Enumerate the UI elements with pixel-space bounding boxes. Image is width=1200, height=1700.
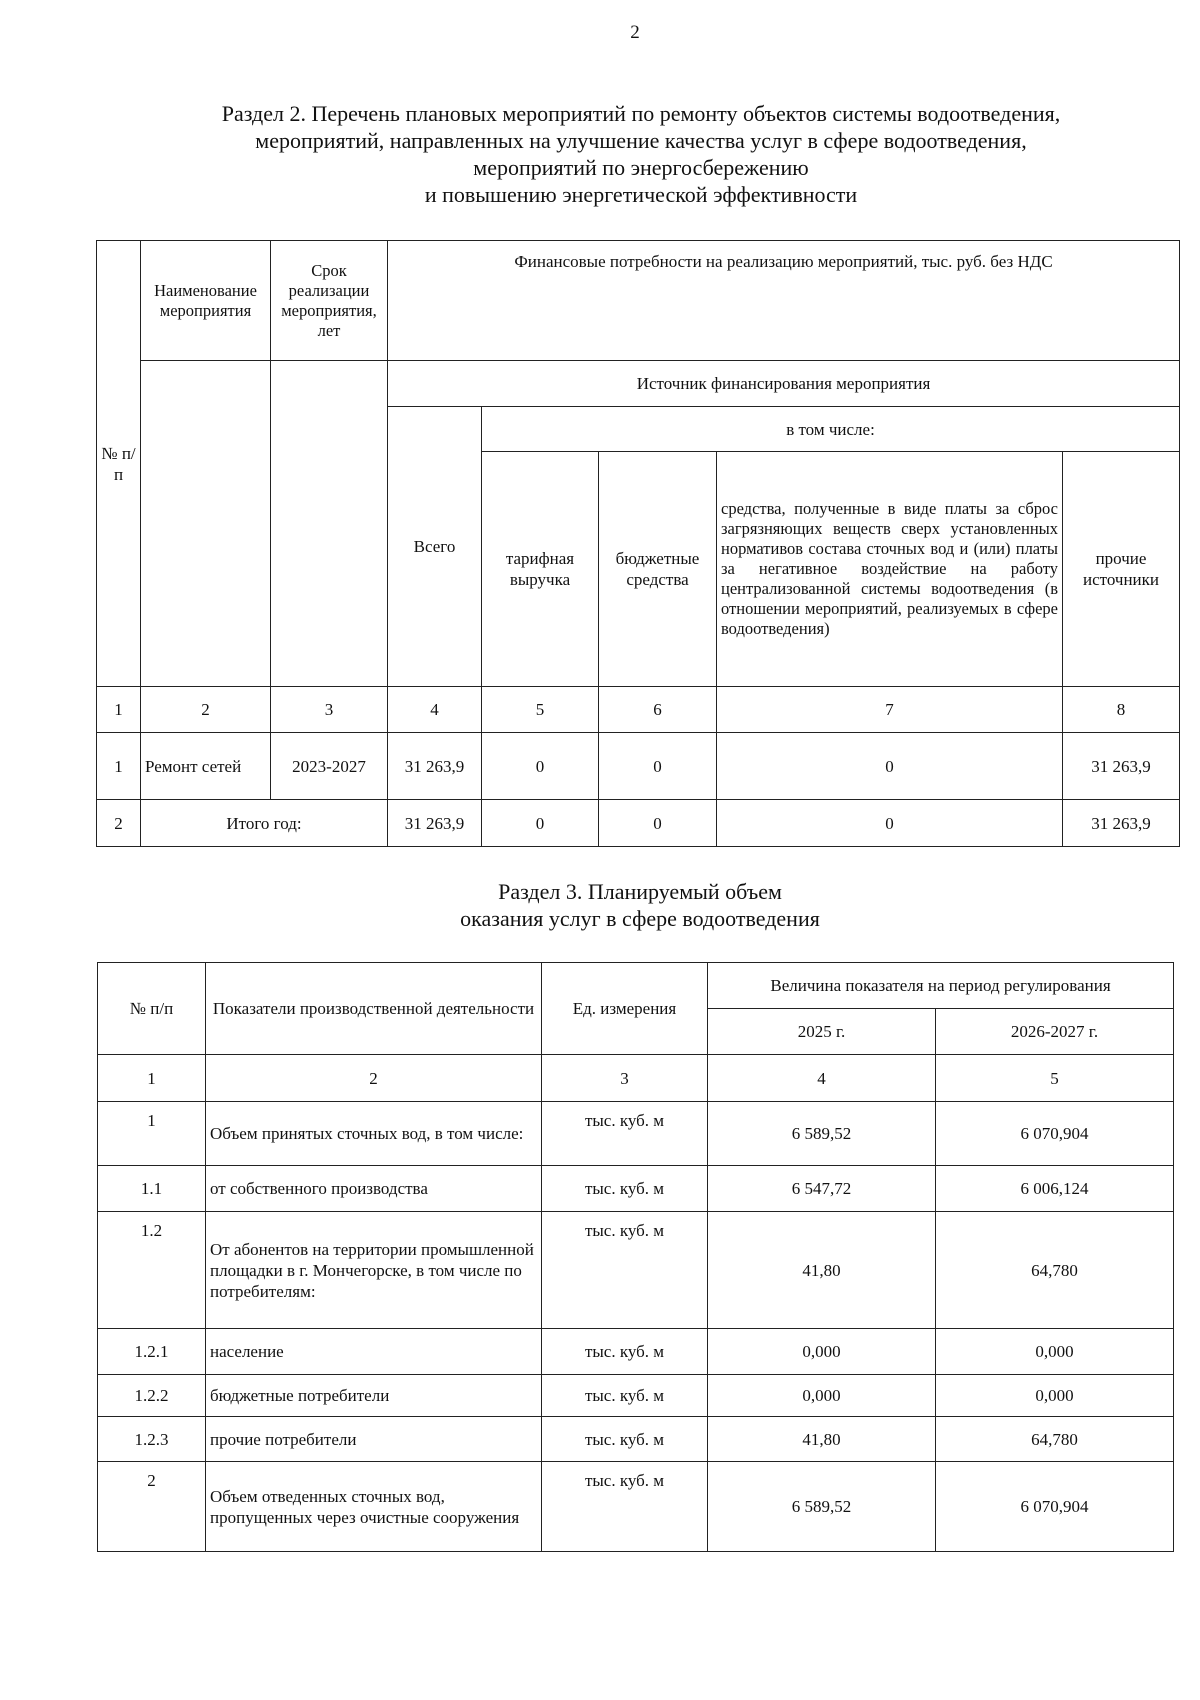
cell-value-2025: 6 547,72: [708, 1166, 936, 1212]
cell-num: 1.2: [98, 1212, 206, 1329]
table-row: [98, 1462, 1174, 1552]
page-number: 2: [630, 22, 640, 43]
column-number: 5: [936, 1055, 1174, 1102]
header-num: № п/п: [98, 963, 206, 1055]
table-header-row: [97, 241, 1180, 361]
header-total: Всего: [388, 407, 482, 687]
cell-other: 31 263,9: [1063, 733, 1180, 800]
cell-num: 1: [97, 733, 141, 800]
column-number: 4: [708, 1055, 936, 1102]
header-including: в том числе:: [482, 407, 1180, 452]
section2-table: [96, 240, 1180, 847]
cell-name: Ремонт сетей: [141, 733, 271, 800]
cell-indicator: Объем принятых сточных вод, в том числе:: [206, 1102, 542, 1166]
header-value: Величина показателя на период регулирования: [708, 963, 1174, 1009]
cell-value-2026-2027: 0,000: [936, 1375, 1174, 1417]
cell-budget: 0: [599, 800, 717, 847]
header-fees: средства, полученные в виде платы за сброс загрязняющих веществ сверх установленных нормативов состава сточных вод и (или) платы за негативное воздействие на работу централизованной системы водоотведения (в отношении мероприятий, реализуемых в сфере водоотведения): [717, 452, 1063, 687]
cell-value-2026-2027: 64,780: [936, 1417, 1174, 1462]
header-num: № п/п: [97, 241, 141, 687]
header-source: Источник финансирования мероприятия: [388, 361, 1180, 407]
cell-unit: тыс. куб. м: [542, 1375, 708, 1417]
cell-total: 31 263,9: [388, 800, 482, 847]
header-year-2025: 2025 г.: [708, 1009, 936, 1055]
cell-value-2025: 41,80: [708, 1417, 936, 1462]
table-header-row: [98, 963, 1174, 1009]
cell-other: 31 263,9: [1063, 800, 1180, 847]
header-tariff: тарифная выручка: [482, 452, 599, 687]
cell-value-2026-2027: 6 070,904: [936, 1102, 1174, 1166]
cell-num: 1.2.1: [98, 1329, 206, 1375]
cell-value-2025: 6 589,52: [708, 1462, 936, 1552]
cell-value-2026-2027: 64,780: [936, 1212, 1174, 1329]
section3-title-line: Раздел 3. Планируемый объем: [498, 879, 782, 904]
column-number: 3: [271, 687, 388, 733]
header-unit: Ед. измерения: [542, 963, 708, 1055]
cell-indicator: от собственного производства: [206, 1166, 542, 1212]
cell-unit: тыс. куб. м: [542, 1417, 708, 1462]
section2-title-line: мероприятий, направленных на улучшение качества услуг в сфере водоотведения,: [255, 128, 1027, 153]
cell-num: 1.1: [98, 1166, 206, 1212]
header-finance: Финансовые потребности на реализацию мероприятий, тыс. руб. без НДС: [388, 241, 1180, 361]
cell-indicator: прочие потребители: [206, 1417, 542, 1462]
header-budget: бюджетные средства: [599, 452, 717, 687]
column-number: 5: [482, 687, 599, 733]
column-number: 6: [599, 687, 717, 733]
cell-total: 31 263,9: [388, 733, 482, 800]
cell-value-2025: 6 589,52: [708, 1102, 936, 1166]
cell-tariff: 0: [482, 733, 599, 800]
column-number: 7: [717, 687, 1063, 733]
table-row: [97, 733, 1180, 800]
section2-title: [96, 100, 1186, 208]
cell-value-2025: 0,000: [708, 1329, 936, 1375]
table-row: [98, 1329, 1174, 1375]
cell-num: 1.2.2: [98, 1375, 206, 1417]
header-indicator: Показатели производственной деятельности: [206, 963, 542, 1055]
section2-title-line: Раздел 2. Перечень плановых мероприятий по ремонту объектов системы водоотведения,: [221, 101, 1061, 126]
cell-value-2026-2027: 6 006,124: [936, 1166, 1174, 1212]
table-row: [98, 1417, 1174, 1462]
column-number: 8: [1063, 687, 1180, 733]
cell-unit: тыс. куб. м: [542, 1329, 708, 1375]
section2-title-line: и повышению энергетической эффективности: [424, 182, 858, 207]
total-row: [97, 800, 1180, 847]
cell-unit: тыс. куб. м: [542, 1166, 708, 1212]
table-row: [98, 1166, 1174, 1212]
header-term-blank: [271, 361, 388, 687]
cell-num: 1.2.3: [98, 1417, 206, 1462]
cell-unit: тыс. куб. м: [542, 1212, 708, 1329]
cell-indicator: Объем отведенных сточных вод, пропущенных через очистные сооружения: [206, 1462, 542, 1552]
column-number: 2: [206, 1055, 542, 1102]
column-numbers-row: [98, 1055, 1174, 1102]
cell-value-2025: 0,000: [708, 1375, 936, 1417]
cell-tariff: 0: [482, 800, 599, 847]
cell-unit: тыс. куб. м: [542, 1102, 708, 1166]
table-row: [98, 1375, 1174, 1417]
cell-total-label: Итого год:: [141, 800, 388, 847]
section3-title: [100, 878, 1180, 932]
header-name: Наименование мероприятия: [141, 241, 271, 361]
header-name-blank: [141, 361, 271, 687]
cell-value-2026-2027: 0,000: [936, 1329, 1174, 1375]
cell-num: 2: [98, 1462, 206, 1552]
cell-budget: 0: [599, 733, 717, 800]
column-numbers-row: [97, 687, 1180, 733]
table-row: [98, 1102, 1174, 1166]
table-header-row: [97, 361, 1180, 407]
cell-indicator: бюджетные потребители: [206, 1375, 542, 1417]
cell-unit: тыс. куб. м: [542, 1462, 708, 1552]
cell-fees: 0: [717, 733, 1063, 800]
section3-title-line: оказания услуг в сфере водоотведения: [460, 906, 820, 931]
header-other: прочие источники: [1063, 452, 1180, 687]
column-number: 2: [141, 687, 271, 733]
section2-title-line: мероприятий по энергосбережению: [473, 155, 809, 180]
header-term: Срок реализации мероприятия, лет: [271, 241, 388, 361]
cell-value-2026-2027: 6 070,904: [936, 1462, 1174, 1552]
cell-fees: 0: [717, 800, 1063, 847]
column-number: 4: [388, 687, 482, 733]
cell-value-2025: 41,80: [708, 1212, 936, 1329]
column-number: 1: [97, 687, 141, 733]
cell-num: 1: [98, 1102, 206, 1166]
section3-table: [97, 962, 1174, 1552]
cell-term: 2023-2027: [271, 733, 388, 800]
header-year-2026-2027: 2026-2027 г.: [936, 1009, 1174, 1055]
cell-indicator: население: [206, 1329, 542, 1375]
column-number: 1: [98, 1055, 206, 1102]
cell-indicator: От абонентов на территории промышленной площадки в г. Мончегорске, в том числе по потребителям:: [206, 1212, 542, 1329]
column-number: 3: [542, 1055, 708, 1102]
cell-num: 2: [97, 800, 141, 847]
table-row: [98, 1212, 1174, 1329]
